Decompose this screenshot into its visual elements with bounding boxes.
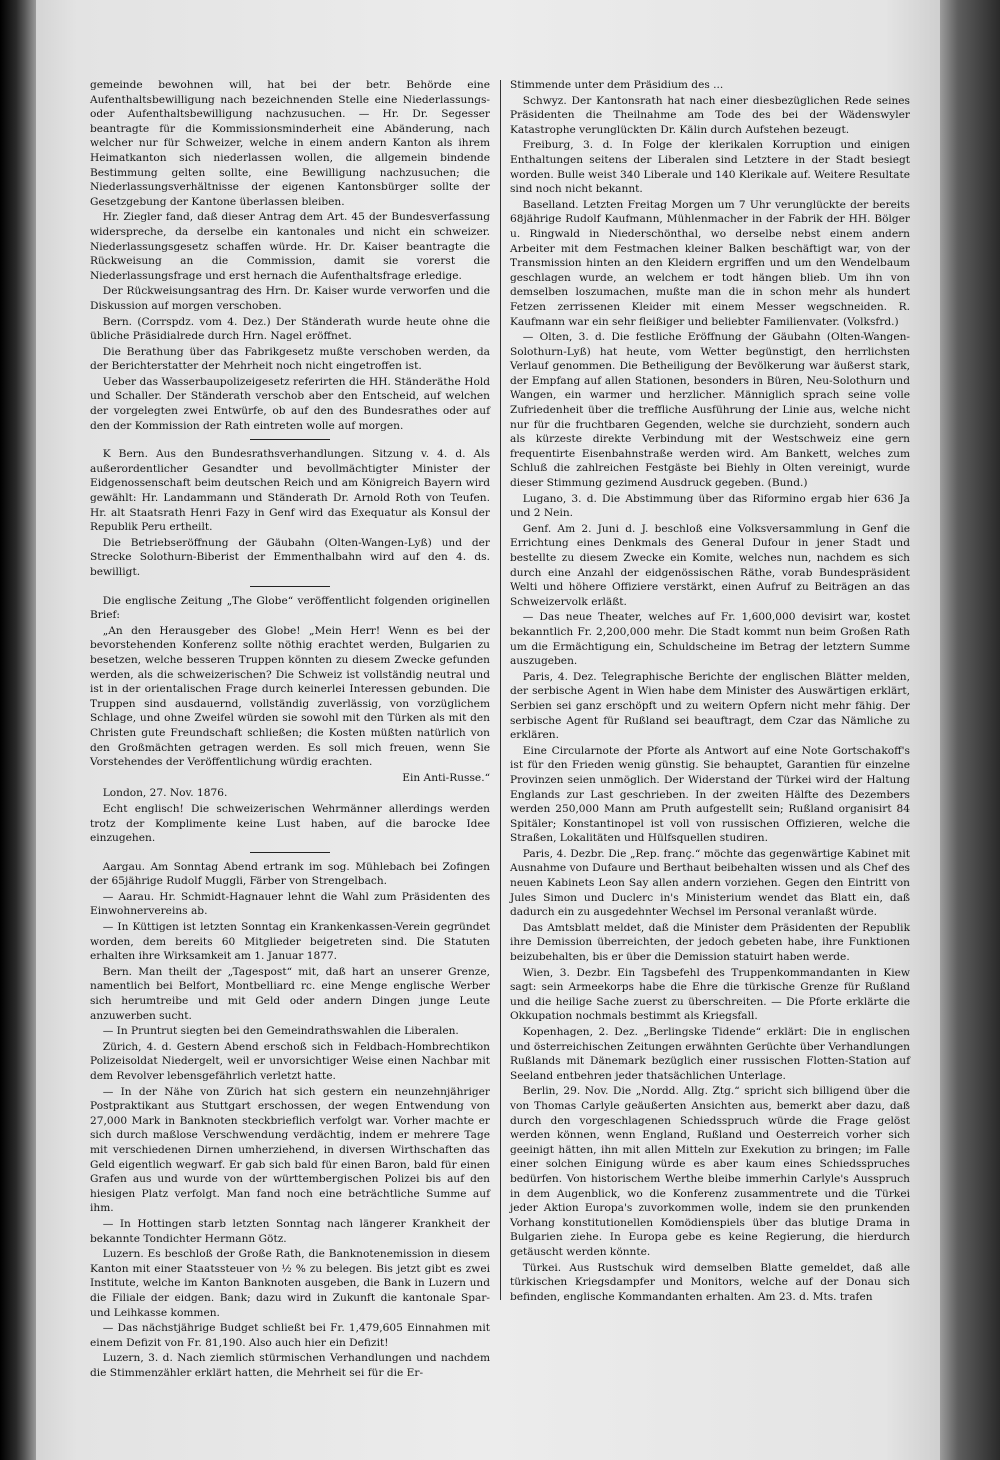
- letter-dateline: London, 27. Nov. 1876.: [102, 787, 228, 800]
- article-paragraph: K Bern. Aus den Bundesrathsverhandlungen. Sitzung v. 4. d. Als außerordentlicher Gesandter und bevollmächtigter Minister der Eidgenossenschaft beim deutschen Reich und am Königreich Bayern wird gewählt: Hr. Landammann und Ständerath Dr. Arnold Roth von Teufen. Hr. alt Staatsrath Henri Fazy in Genf wird das Exequatur als Konsul der Republik Peru ertheilt.: [90, 448, 490, 534]
- article-paragraph: Genf. Am 2. Juni d. J. beschloß eine Volksversammlung in Genf die Errichtung eines Denkmals des General Dufour in jener Stadt und bestellte zu diesem Zwecke ein Komite, welches nun, nachdem es sich durch eine Anzahl der eidgenössischen Räthe, vorab Bundespräsident Welti und höhere Offiziere verstärkt, einen Aufruf zu Beiträgen an das Schweizervolk erläßt.: [510, 522, 910, 608]
- article-paragraph: Die Berathung über das Fabrikgesetz mußte verschoben werden, da der Berichterstatter der Mehrheit noch nicht eingetroffen ist.: [90, 345, 490, 373]
- article-paragraph: Bern. (Corrspdz. vom 4. Dez.) Der Ständerath wurde heute ohne die übliche Präsidialrede durch Hrn. Nagel eröffnet.: [90, 315, 490, 343]
- page-edge-shadow: [940, 0, 1000, 1460]
- article-paragraph: Paris, 4. Dez. Telegraphische Berichte der englischen Blätter melden, der serbische Agent in Wien habe dem Minister des Auswärtigen erklärt, Serbien sei ganz erschöpft und zu weitern Opfern nicht mehr fähig. Der serbische Agent für Rußland sei beauftragt, dem Czar das Nämliche zu erklären.: [510, 670, 910, 742]
- article-paragraph: Zürich, 4. d. Gestern Abend erschoß sich in Feldbach-Hombrechtikon Polizeisoldat Niedergelt, weil er unvorsichtiger Weise einen Nachbar mit dem Revolver lebensgefährlich verletzt hatte.: [90, 1040, 490, 1082]
- article-paragraph: — In der Nähe von Zürich hat sich gestern ein neunzehnjähriger Postpraktikant aus Stuttgart erschossen, der wegen Entwendung von 27,000 Mark in Banknoten steckbrieflich verfolgt war. Vorher machte er sich durch maßlose Verschwendung verdächtig, indem er mehrere Tage mit verschiedenen Dirnen umherziehend, in diversen Wirthschaften das Geld eigentlich wegwarf. Er gab sich bald für einen Baron, bald für einen Grafen aus und wurde von der württembergischen Polizei bis auf den hiesigen Platz verfolgt. Man fand noch eine beträchtliche Summe auf ihm.: [90, 1085, 490, 1215]
- section-rule: [250, 439, 330, 440]
- article-paragraph: — In Hottingen starb letzten Sonntag nach längerer Krankheit der bekannte Tondichter Hermann Götz.: [90, 1217, 490, 1245]
- article-paragraph: Luzern, 3. d. Nach ziemlich stürmischen Verhandlungen und nachdem die Stimmenzähler erklärt hatten, die Mehrheit sei für die Er-: [90, 1352, 490, 1379]
- book-binding: [0, 0, 36, 1460]
- article-paragraph: Schwyz. Der Kantonsrath hat nach einer diesbezüglichen Rede seines Präsidenten die Theilnahme am Tode des bei der Wädenswyler Katastrophe verunglückten Dr. Kälin durch Aufstehen bezeugt.: [510, 94, 910, 136]
- section-rule: [250, 586, 330, 587]
- article-paragraph: Luzern. Es beschloß der Große Rath, die Banknotenemission in diesem Kanton mit einer Staatssteuer von ½ % zu belegen. Bis jetzt gibt es zwei Institute, welche im Kanton Banknoten ausgeben, die Bank in Luzern und die Filiale der eidgen. Bank; dazu wird in Zukunft die kantonale Spar- und Leihkasse kommen.: [90, 1248, 490, 1319]
- article-paragraph: — Olten, 3. d. Die festliche Eröffnung der Gäubahn (Olten-Wangen-Solothurn-Lyß) hat heute, vom Wetter begünstigt, den herrlichsten Verlauf genommen. Die Betheiligung der Bevölkerung war äußerst stark, der Empfang auf allen Stationen, besonders in Büren, Neu-Solothurn und Wangen, ein warmer und herzlicher. Männiglich sprach seine volle Zufriedenheit über die treffliche Ausführung der Linie aus, welche nicht nur für die fruchtbaren Gegenden, welche sie durchzieht, sondern auch als kürzeste direkte Verbindung mit der Westschweiz eine gern frequentirte Eisenbahnstraße werden wird. Am Bankett, welches zum Schluß die zahlreichen Festgäste bei Biehly in Olten vereinigt, wurde dieser Stimmung gezimend Ausdruck gegeben. (Bund.): [510, 331, 910, 490]
- article-paragraph: Kopenhagen, 2. Dez. „Berlingske Tidende“ erklärt: Die in englischen und österreichischen Zeitungen erwähnten Gerüchte über Verhandlungen Rußlands mit Dänemark bezüglich einer russischen Flotten-Station auf Seeland entbehren jeder thatsächlichen Unterlage.: [510, 1026, 910, 1082]
- article-paragraph: Die Betriebseröffnung der Gäubahn (Olten-Wangen-Lyß) und der Strecke Solothurn-Biberist der Emmenthalbahn wird auf den 4. ds. bewilligt.: [90, 536, 490, 578]
- article-paragraph: gemeinde bewohnen will, hat bei der betr. Behörde eine Aufenthaltsbewilligung nach bezeichnenden Stelle eine Niederlassungs- oder Aufenthaltsbewilligung nachzusuchen. — Hr. Dr. Segesser beantragte für die Kommissionsminderheit eine Abänderung, nach welcher nur für Schweizer, welche in einem andern Kanton als ihrem Heimatkanton sich niederlassen wollen, die allgemein bindende Bestimmung gelten sollte, eine Bewilligung nachzusuchen; die Niederlassungsverhältnisse der eigenen Kantonsbürger sollte der Gesetzgebung der Kantone überlassen bleiben.: [90, 79, 490, 208]
- column-divider: [500, 80, 501, 1300]
- article-paragraph: — Das neue Theater, welches auf Fr. 1,600,000 devisirt war, kostet bekanntlich Fr. 2,200,000 mehr. Die Stadt kommt nun beim Großen Rath um die Ermächtigung ein, Schuldscheine im Betrag der letztern Summe auszugeben.: [510, 611, 910, 668]
- article-paragraph: Paris, 4. Dezbr. Die „Rep. franç.“ möchte das gegenwärtige Kabinet mit Ausnahme von Dufaure und Berthaut beibehalten wissen und als Chef des neuen Kabinets Leon Say allen andern vorziehen. Gegen den Eintritt von Jules Simon und Duclerc in's Ministerium wendet das Blatt ein, daß dadurch ein zu ausgedehnter Wechsel im Personal veranlaßt würde.: [510, 847, 910, 919]
- article-paragraph: Berlin, 29. Nov. Die „Nordd. Allg. Ztg.“ spricht sich billigend über die von Thomas Carlyle geäußerten Ansichten aus, bemerkt aber dazu, daß durch den vorgeschlagenen Schiedsspruch würde die Frage gelöst werden können, wenn England, Rußland und Oesterreich vorher sich geeinigt hätten, ihn mit allen Mitteln zur Exekution zu bringen; im Falle einer solchen Einigung würde es aber kaum eines Schiedsspruches bedürfen. Von historischem Werthe bleibe immerhin Carlyle's Ausspruch in dem Augenblick, wo die Konferenz zusammentrete und die Türkei jeder Aktion Europa's zuvorkommen wolle, indem sie den prunkenden Vorhang konstitutionellen Komödienspiels über das blutige Drama in Bulgarien ziehe. In Europa gebe es keine Regierung, die hierdurch getäuscht werden könnte.: [510, 1085, 910, 1258]
- article-paragraph: Bern. Man theilt der „Tagespost“ mit, daß hart an unserer Grenze, namentlich bei Belfort, Montbelliard rc. eine Menge englische Werber sich herumtreibe und mit Geld oder andern Dingen junge Leute anzuwerben sucht.: [90, 965, 490, 1022]
- left-column: [90, 78, 490, 1379]
- section-rule: [250, 852, 330, 853]
- article-paragraph: — Aarau. Hr. Schmidt-Hagnauer lehnt die Wahl zum Präsidenten des Einwohnervereins ab.: [90, 890, 490, 918]
- article-paragraph: Aargau. Am Sonntag Abend ertrank im sog. Mühlebach bei Zofingen der 65jährige Rudolf Muggli, Färber von Strengelbach.: [90, 860, 490, 888]
- article-paragraph: Die englische Zeitung „The Globe“ veröffentlicht folgenden originellen Brief:: [90, 594, 490, 622]
- article-paragraph: — In Küttigen ist letzten Sonntag ein Krankenkassen-Verein gegründet worden, dem bereits 60 Mitglieder beigetreten sind. Die Statuten erhalten ihre Wirksamkeit am 1. Januar 1877.: [90, 921, 490, 963]
- article-paragraph: Echt englisch! Die schweizerischen Wehrmänner allerdings werden trotz der Komplimente keine Lust haben, auf die barocke Idee einzugehen.: [90, 802, 490, 845]
- article-paragraph: Türkei. Aus Rustschuk wird demselben Blatte gemeldet, daß alle türkischen Kriegsdampfer und Monitors, welche auf der Donau sich befinden, englische Kommandanten erhalten. Am 23. d. Mts. trafen: [510, 1261, 910, 1303]
- article-paragraph: Lugano, 3. d. Die Abstimmung über das Riformino ergab hier 636 Ja und 2 Nein.: [510, 492, 910, 520]
- article-paragraph: Baselland. Letzten Freitag Morgen um 7 Uhr verunglückte der bereits 68jährige Rudolf Kaufmann, Mühlenmacher in der Fabrik der HH. Bölger u. Ringwald in Niederschönthal, wo derselbe nebst einem andern Arbeiter mit dem Festmachen kleiner Balken beschäftigt war, von der Transmission hinten an den Kleidern ergriffen und um den Wendelbaum geschlagen wurde, an welchem er todt hängen blieb. Um ihn von demselben loszumachen, mußte man die in schon mehr als hundert Fetzen zerrissenen Kleider mit einem Messer wegschneiden. R. Kaufmann war ein sehr fleißiger und beliebter Familienvater. (Volksfrd.): [510, 198, 910, 328]
- article-paragraph: Stimmende unter dem Präsidium des ...: [510, 79, 724, 91]
- article-paragraph: Freiburg, 3. d. In Folge der klerikalen Korruption und einigen Enthaltungen seitens der Liberalen sind Letztere in der Stadt besiegt worden. Bulle weist 340 Liberale und 140 Klerikale auf. Weitere Resultate sind noch nicht bekannt.: [510, 139, 910, 196]
- article-paragraph: Eine Circularnote der Pforte als Antwort auf eine Note Gortschakoff's ist für den Frieden wenig günstig. Sie behauptet, Garantien für einzelne Provinzen seien unmöglich. Der Widerstand der Türkei wird der Haltung Englands zur Last geschrieben. In der zweiten Hälfte des Dezembers werden 250,000 Mann am Pruth aufgestellt sein; Rußland organisirt 84 Spitäler; Konstantinopel ist voll von russischen Offizieren, welche die Straßen, Lokalitäten und Hülfsquellen studiren.: [510, 744, 910, 845]
- article-paragraph: Das Amtsblatt meldet, daß die Minister dem Präsidenten der Republik ihre Demission überreichten, der jedoch gebeten habe, ihre Funktionen beizubehalten, bis er über die Demission statuirt haben werde.: [510, 921, 910, 964]
- right-column: [510, 78, 910, 1303]
- letter-signature: Ein Anti-Russe.“: [402, 771, 490, 784]
- letter-text: „An den Herausgeber des Globe! „Mein Herr! Wenn es bei der bevorstehenden Konferenz sollte nöthig erachtet werden, Bulgarien zu besetzen, welche besseren Truppen könnten zu diesem Zwecke gefunden werden, als die schweizerischen? Die Schweiz ist vollständig neutral und ist in der orientalischen Frage durch keinerlei Interessen gebunden. Die Truppen sind ausdauernd, vollständig zuverlässig, von vorzüglichem Schlage, und ohne Zweifel würden sie sowohl mit den Türken als mit den Christen gute Freundschaft schließen; die Kosten müßten natürlich von den Großmächten getragen werden. Es soll mich freuen, wenn Sie Vorstehendes der Veröffentlichung würdig erachten.: [90, 624, 490, 769]
- article-paragraph: — In Pruntrut siegten bei den Gemeindrathswahlen die Liberalen.: [102, 1025, 459, 1038]
- article-paragraph: Hr. Ziegler fand, daß dieser Antrag dem Art. 45 der Bundesverfassung widerspreche, da derselbe ein kantonales und nicht ein schweizer. Niederlassungsgesetz schaffen würde. Hr. Dr. Kaiser beantragte die Rückweisung an die Commission, damit sie vorerst die Niederlassungsfrage und erst hernach die Aufenthaltsfrage erledige.: [90, 211, 490, 282]
- article-paragraph: Ueber das Wasserbaupolizeigesetz referirten die HH. Ständeräthe Hold und Schaller. Der Ständerath verschob aber den Entscheid, auf welchen der vorgelegten zwei Entwürfe, ob auf den des Bundesrathes oder auf den der Kommission der Rath eintreten wolle auf morgen.: [90, 375, 490, 432]
- article-paragraph: Wien, 3. Dezbr. Ein Tagsbefehl des Truppenkommandanten in Kiew sagt: sein Armeekorps habe die Ehre die türkische Grenze für Rußland und die heilige Sache zuerst zu überschreiten. — Die Pforte erklärte die Okkupation nochmals bestimmt als Kriegsfall.: [510, 966, 910, 1023]
- article-paragraph: Der Rückweisungsantrag des Hrn. Dr. Kaiser wurde verworfen und die Diskussion auf morgen verschoben.: [90, 285, 490, 312]
- article-paragraph: — Das nächstjährige Budget schließt bei Fr. 1,479,605 Einnahmen mit einem Defizit von Fr. 81,190. Also auch hier ein Defizit!: [90, 1322, 490, 1349]
